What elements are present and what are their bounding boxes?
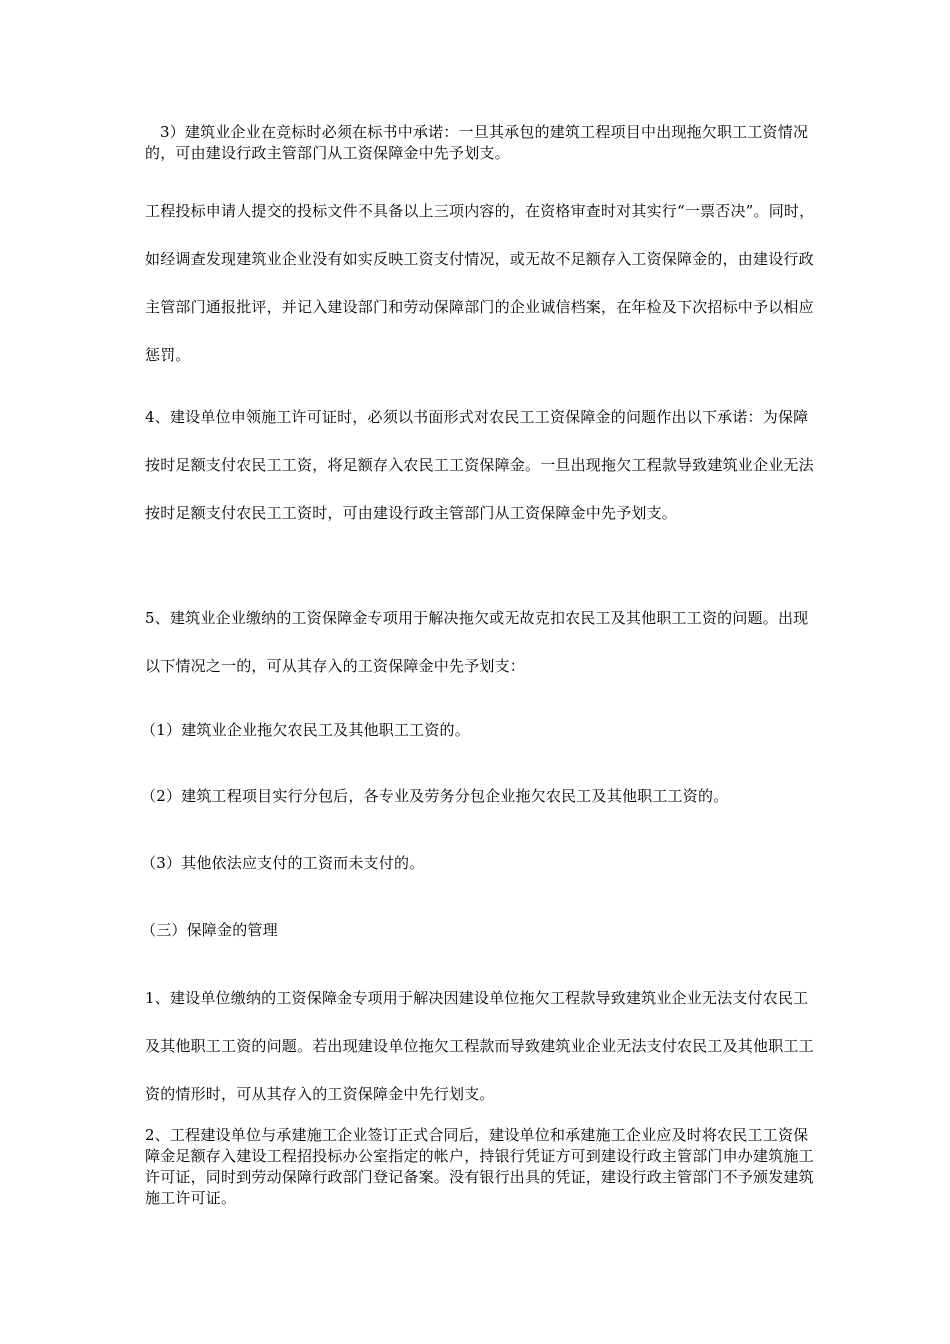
paragraph-3-commitment: 3）建筑业企业在竞标时必须在标书中承诺：一旦其承包的建筑工程项目中出现拖欠职工工资情况的，可由建设行政主管部门从工资保障金中先予划支。: [145, 123, 809, 162]
paragraph-4-construction-permit: 4、建设单位申领施工许可证时，必须以书面形式对农民工工资保障金的问题作出以下承诺：为保障按时足额支付农民工工资，将足额存入农民工工资保障金。一旦出现拖欠工程款导致建筑业企业无法按时足额支付农民工工资时，可由建设行政主管部门从工资保障金中先予划支。: [145, 408, 814, 522]
paragraph-1-owner-guarantee: 1、建设单位缴纳的工资保障金专项用于解决因建设单位拖欠工程款导致建筑业企业无法支付农民工及其他职工工资的问题。若出现建设单位拖欠工程款而导致建筑业企业无法支付农民工及其他职工工资的情形时，可从其存入的工资保障金中先行划支。: [145, 989, 814, 1103]
paragraph-bid-rejection: 工程投标申请人提交的投标文件不具备以上三项内容的，在资格审查时对其实行“一票否决”。同时，如经调查发现建筑业企业没有如实反映工资支付情况，或无故不足额存入工资保障金的，由建设行政主管部门通报批评，并记入建设部门和劳动保障部门的企业诚信档案，在年检及下次招标中予以相应惩罚。: [145, 202, 815, 364]
paragraph-2-deposit-procedure: 2、工程建设单位与承建施工企业签订正式合同后，建设单位和承建施工企业应及时将农民工工资保障金足额存入建设工程招投标办公室指定的帐户，持银行凭证方可到建设行政主管部门申办建筑施工许可证，同时到劳动保障行政部门登记备案。没有银行出具的凭证，建设行政主管部门不予颁发建筑施工许可证。: [145, 1126, 814, 1207]
paragraph-5-guarantee-usage: 5、建筑业企业缴纳的工资保障金专项用于解决拖欠或无故克扣农民工及其他职工工资的问题。出现以下情况之一的，可从其存入的工资保障金中先予划支：: [145, 609, 809, 675]
list-item-2: （2）建筑工程项目实行分包后，各专业及劳务分包企业拖欠农民工及其他职工工资的。: [141, 787, 729, 805]
list-item-1: （1）建筑业企业拖欠农民工及其他职工工资的。: [141, 721, 470, 739]
section-heading-management: （三）保障金的管理: [141, 921, 278, 939]
list-item-3: （3）其他依法应支付的工资而未支付的。: [141, 854, 425, 872]
